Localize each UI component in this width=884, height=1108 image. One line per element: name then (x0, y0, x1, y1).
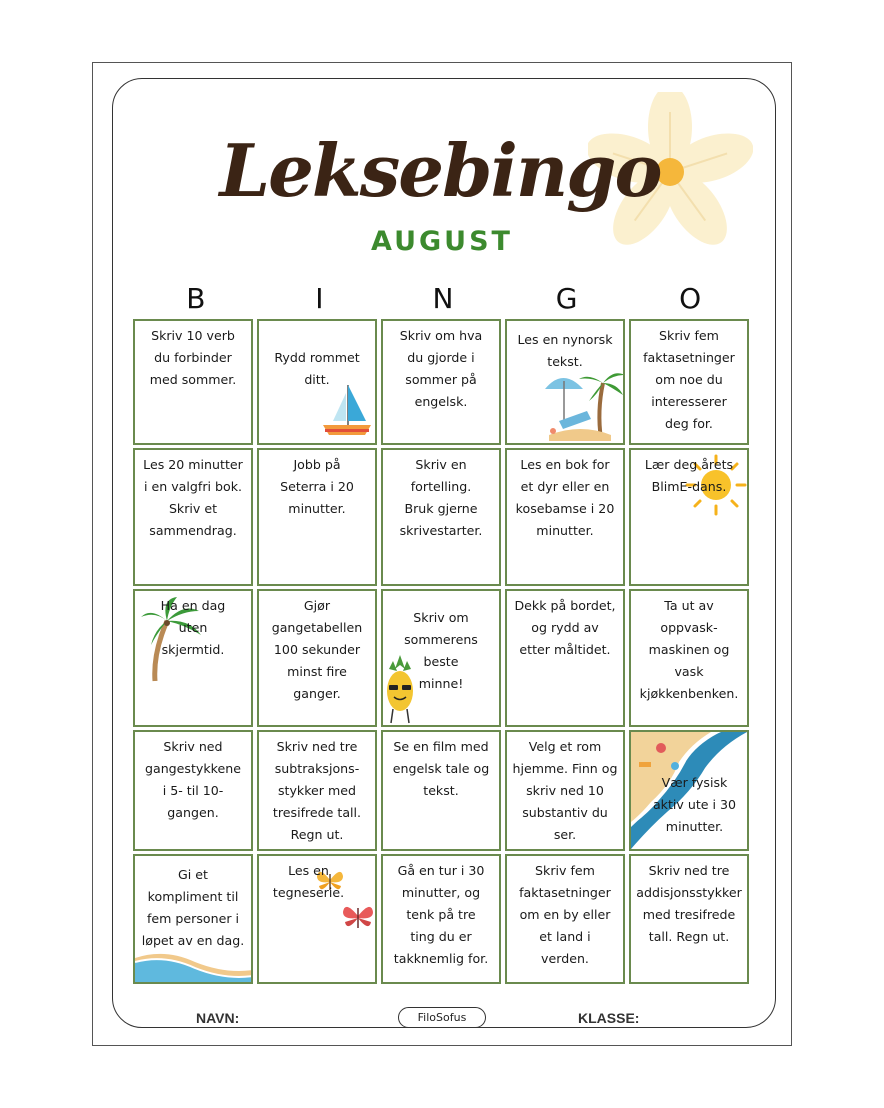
bingo-cell[interactable] (381, 448, 501, 586)
cell-text: Gi et kompliment til fem personer i løpet av en dag. (141, 867, 245, 948)
cell-text: Se en film med engelsk tale og tekst. (392, 739, 490, 798)
bingo-cell[interactable] (133, 730, 253, 851)
cell-text: Skriv ned tre addisjonsstykker med tresifrede tall. Regn ut. (636, 863, 742, 944)
bingo-cell[interactable] (381, 854, 501, 984)
bingo-cell[interactable] (629, 448, 749, 586)
bingo-letter: O (679, 282, 702, 315)
bingo-cell[interactable] (505, 589, 625, 727)
bingo-cell[interactable] (629, 319, 749, 445)
bingo-cell[interactable] (381, 730, 501, 851)
bingo-letter: B (186, 282, 206, 315)
bingo-cell[interactable] (257, 319, 377, 445)
bingo-letter: N (432, 282, 454, 315)
bingo-grid (133, 319, 753, 984)
bingo-cell[interactable] (133, 589, 253, 727)
cell-text: Gå en tur i 30 minutter, og tenk på tre ting du er takknemlig for. (393, 863, 489, 966)
page-title: Leksebingo (219, 128, 661, 213)
cell-text: Les en tegneserie. (272, 863, 345, 900)
bingo-cell[interactable] (505, 319, 625, 445)
cell-text: Skriv ned gangestykkene i 5- til 10- gangen. (144, 739, 241, 820)
bingo-cell[interactable] (505, 448, 625, 586)
cell-text: Dekk på bordet, og rydd av etter måltidet. (514, 598, 616, 657)
bingo-cell[interactable] (257, 854, 377, 984)
cell-text: Ta ut av oppvask- maskinen og vask kjøkkenbenken. (639, 598, 739, 701)
cell-text: Rydd rommet ditt. (274, 350, 360, 387)
bingo-cell[interactable] (257, 730, 377, 851)
page-subtitle: AUGUST (371, 226, 513, 257)
bingo-cell[interactable] (505, 854, 625, 984)
bingo-cell[interactable] (629, 589, 749, 727)
cell-text: Skriv fem faktasetninger om en by eller et land i verden. (519, 863, 611, 966)
cell-text: Skriv fem faktasetninger om noe du interesserer deg for. (643, 328, 735, 431)
bingo-cell[interactable] (257, 448, 377, 586)
bingo-letter: G (555, 282, 578, 315)
class-label: KLASSE: (578, 1010, 640, 1026)
bingo-cell[interactable] (133, 319, 253, 445)
bingo-letters (134, 282, 752, 315)
name-label: NAVN: (196, 1010, 240, 1026)
cell-text: Skriv om sommerens beste minne! (404, 610, 478, 691)
cell-text: Gjør gangetabellen 100 sekunder minst fire ganger. (271, 598, 363, 701)
bingo-cell[interactable] (381, 589, 501, 727)
cell-text: Vær fysisk aktiv ute i 30 minutter. (652, 775, 737, 834)
cell-text: Velg et rom hjemme. Finn og skriv ned 10 substantiv du ser. (512, 739, 618, 842)
bingo-cell[interactable] (133, 854, 253, 984)
brand-badge: FiloSofus (398, 1007, 486, 1028)
bingo-cell[interactable] (381, 319, 501, 445)
cell-text: Skriv en fortelling. Bruk gjerne skrivestarter. (399, 457, 483, 538)
cell-text: Skriv ned tre subtraksjons- stykker med tresifrede tall. Regn ut. (272, 739, 362, 842)
bingo-letter: I (315, 282, 324, 315)
bingo-cell[interactable] (257, 589, 377, 727)
cell-text: Les en nynorsk tekst. (517, 332, 613, 369)
bingo-cell[interactable] (629, 730, 749, 851)
cell-text: Lær deg årets BlimE-dans. (644, 457, 734, 494)
cell-text: Ha en dag uten skjermtid. (160, 598, 226, 657)
cell-text: Jobb på Seterra i 20 minutter. (280, 457, 354, 516)
cell-text: Les en bok for et dyr eller en kosebamse i 20 minutter. (515, 457, 615, 538)
bingo-cell[interactable] (133, 448, 253, 586)
cell-text: Skriv 10 verb du forbinder med sommer. (149, 328, 237, 387)
cell-text: Skriv om hva du gjorde i sommer på engelsk. (399, 328, 483, 409)
cell-text: Les 20 minutter i en valgfri bok. Skriv et sammendrag. (143, 457, 243, 538)
bingo-cell[interactable] (505, 730, 625, 851)
bingo-cell[interactable] (629, 854, 749, 984)
